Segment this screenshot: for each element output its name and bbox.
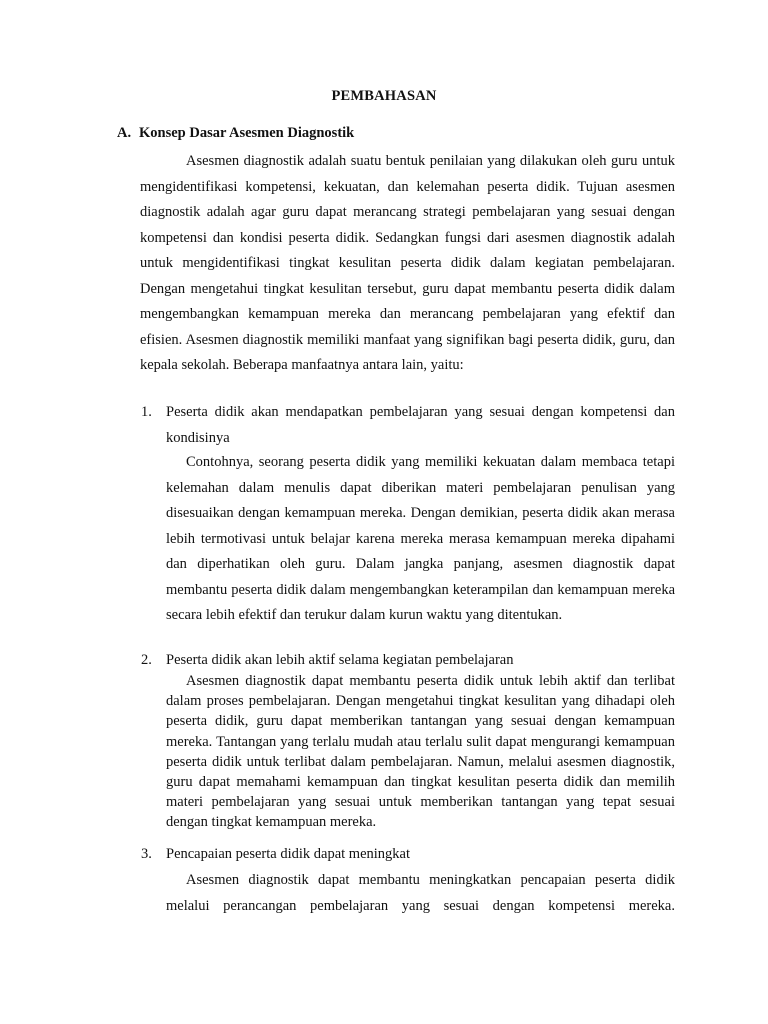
list-item-body: Contohnya, seorang peserta didik yang memiliki kekuatan dalam membaca tetapi kelemahan dalam menulis dapat diberikan materi pembelajaran penulisan yang disesuaikan dengan kemampuan mereka. Dengan demikian, peserta didik akan merasa lebih termotivasi untuk belajar karena mereka merasa kemampuan mereka dipahami dan diperhatikan oleh guru. Dalam jangka panjang, asesmen diagnostik dapat membantu peserta didik dalam mengembangkan keterampilan dan kemampuan mereka secara lebih efektif dan terukur dalam kurun waktu yang ditentukan.: [166, 454, 675, 623]
list-item-body: Asesmen diagnostik dapat membantu meningkatkan pencapaian peserta didik melalui perancangan pembelajaran yang sesuai dengan kompetensi mereka.: [166, 872, 675, 914]
list-item-1: [141, 400, 675, 451]
list-item-number: 2.: [141, 652, 152, 668]
list-item-3: [141, 845, 675, 864]
list-item-heading: Peserta didik akan mendapatkan pembelajaran yang sesuai dengan kompetensi dan kondisinya: [166, 404, 675, 446]
list-item-2-body: [166, 671, 675, 833]
intro-paragraph: Asesmen diagnostik adalah suatu bentuk penilaian yang dilakukan oleh guru untuk mengidentifikasi kompetensi, kekuatan, dan kelemahan peserta didik. Tujuan asesmen diagnostik adalah agar guru dapat merancang strategi pembelajaran yang sesuai dengan kompetensi dan kondisi peserta didik. Sedangkan fungsi dari asesmen diagnostik adalah untuk mengidentifikasi tingkat kesulitan peserta didik dalam kegiatan pembelajaran. Dengan mengetahui tingkat kesulitan tersebut, guru dapat membantu peserta didik dalam mengembangkan kemampuan mereka dan merancang pembelajaran yang efektif dan efisien. Asesmen diagnostik memiliki manfaat yang signifikan bagi peserta didik, guru, dan kepala sekolah. Beberapa manfaatnya antara lain, yaitu:: [140, 153, 675, 373]
list-item-heading: Peserta didik akan lebih aktif selama kegiatan pembelajaran: [166, 652, 514, 668]
list-item-2: [141, 651, 675, 670]
list-item-number: 1.: [141, 404, 152, 420]
list-item-1-body: [166, 450, 675, 629]
list-item-heading: Pencapaian peserta didik dapat meningkat: [166, 846, 410, 862]
section-title: Konsep Dasar Asesmen Diagnostik: [139, 125, 355, 141]
list-item-number: 3.: [141, 846, 152, 862]
list-item-3-body: [166, 868, 675, 919]
section-heading: [117, 125, 354, 142]
page-title: PEMBAHASAN: [331, 88, 437, 104]
section-marker: A.: [117, 125, 132, 141]
list-item-body: Asesmen diagnostik dapat membantu peserta didik untuk lebih aktif dan terlibat dalam proses pembelajaran. Dengan mengetahui tingkat kesulitan yang dihadapi oleh peserta didik, guru dapat memberikan tantangan yang sesuai dengan kemampuan mereka. Tantangan yang terlalu mudah atau terlalu sulit dapat mengurangi kemampuan peserta didik untuk terlibat dalam pembelajaran. Namun, melalui asesmen diagnostik, guru dapat memahami kemampuan dan tingkat kesulitan peserta didik dan memilih materi pembelajaran yang sesuai untuk memberikan tantangan yang tepat sesuai dengan tingkat kemampuan mereka.: [166, 673, 675, 831]
